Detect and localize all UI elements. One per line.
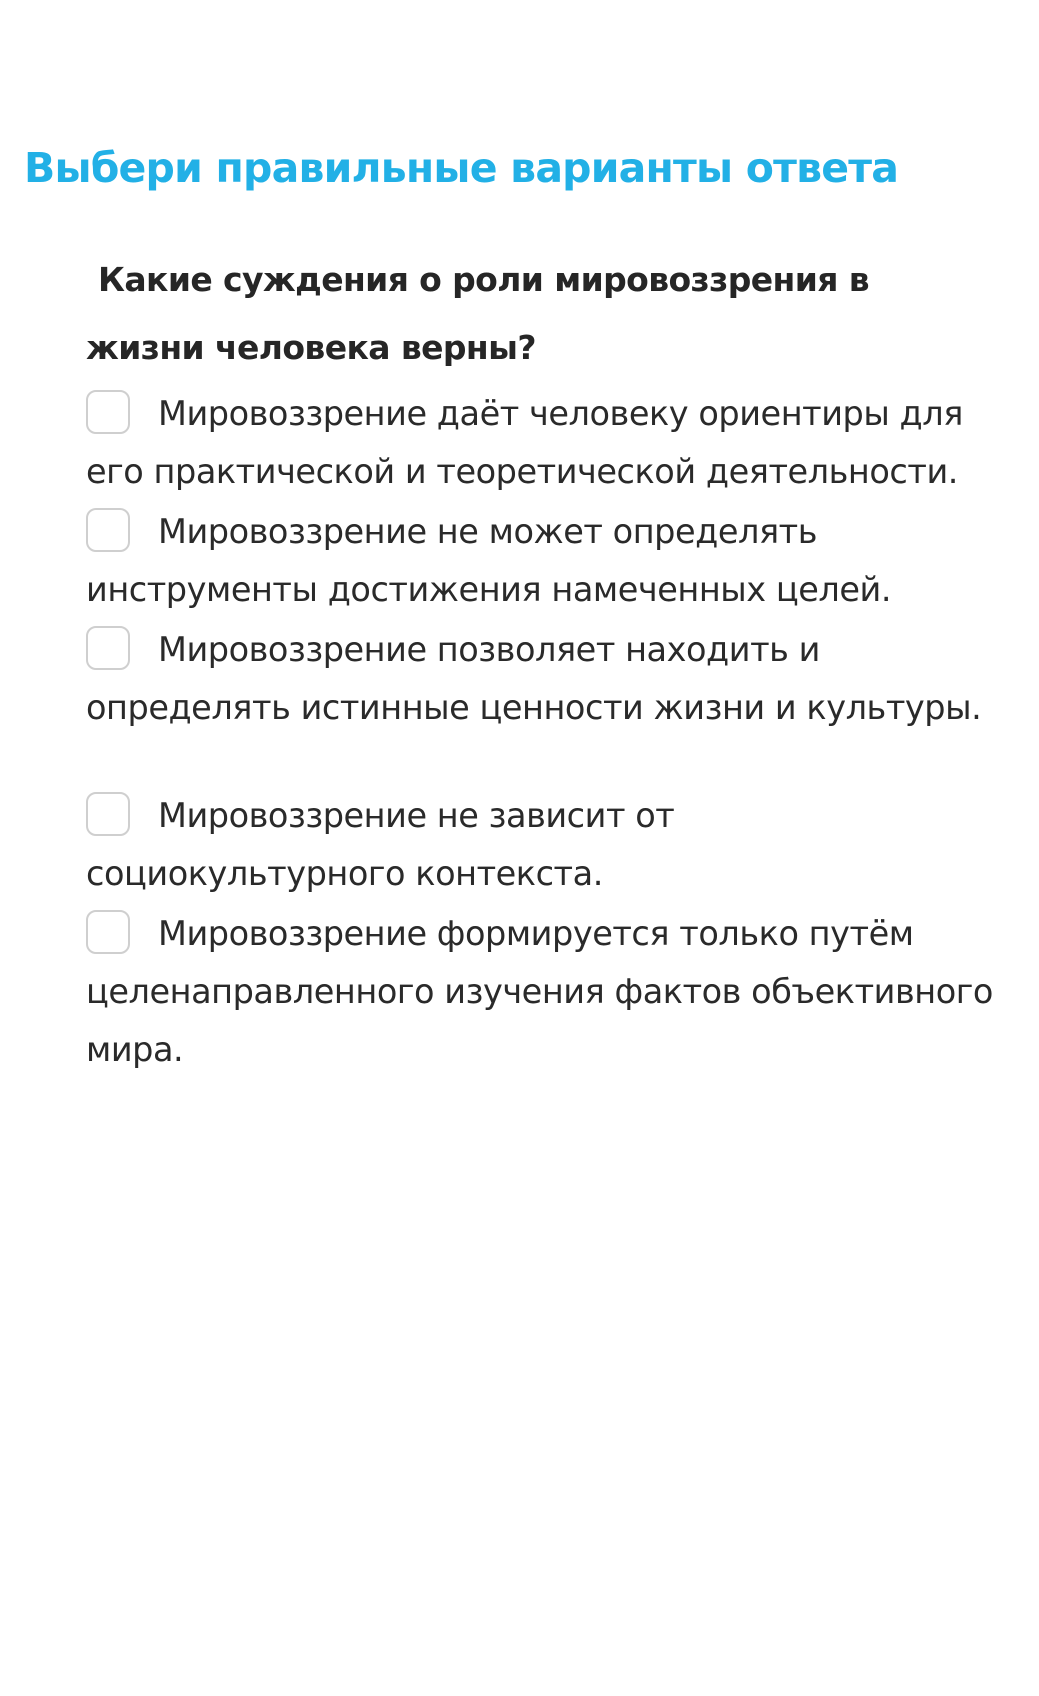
answer-option[interactable] <box>86 385 1001 503</box>
empty-checkbox-icon[interactable] <box>86 508 130 552</box>
empty-checkbox-icon[interactable] <box>86 390 130 434</box>
answer-option-label: Мировоззрение даёт человеку ориентиры для его практической и теоретической деятельности. <box>86 394 963 491</box>
answer-option-label: Мировоззрение формируется только путём целенаправленного изучения фактов объективного мира. <box>86 914 993 1069</box>
answer-option-label: Мировоззрение не зависит от социокультурного контекста. <box>86 796 675 893</box>
answer-options-list <box>86 385 1001 1069</box>
empty-checkbox-icon[interactable] <box>86 626 130 670</box>
empty-checkbox-icon[interactable] <box>86 792 130 836</box>
answer-option[interactable] <box>86 905 1001 1069</box>
answer-option-label: Мировоззрение не может определять инструменты достижения намеченных целей. <box>86 512 892 609</box>
question-text: Какие суждения о роли мировоззрения в жизни человека верны? <box>86 260 869 367</box>
answer-option[interactable] <box>86 503 1001 621</box>
empty-checkbox-icon[interactable] <box>86 910 130 954</box>
answer-option[interactable] <box>86 621 1001 787</box>
answer-option[interactable] <box>86 787 1001 905</box>
page-title: Выбери правильные варианты ответа <box>24 144 899 192</box>
answer-option-label: Мировоззрение позволяет находить и определять истинные ценности жизни и культуры. <box>86 630 982 727</box>
